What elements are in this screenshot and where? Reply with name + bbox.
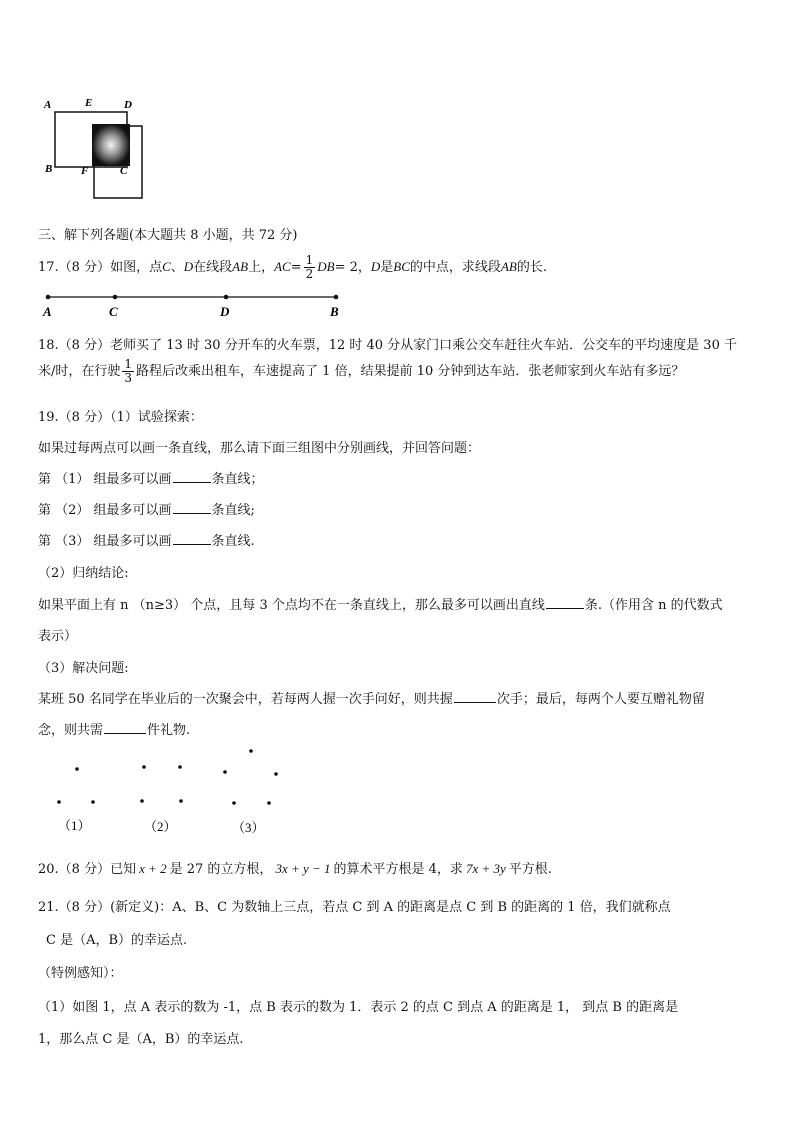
q17-D: D [183, 259, 194, 274]
q19-part3-line2 [38, 719, 190, 738]
q19-p3-pre: 某班 50 名同学在毕业后的一次聚会中，若每两人握一次手问好，则共握 [38, 692, 453, 707]
q17-AB: AB [232, 259, 249, 274]
q20-pre: 20.（8 分）已知 [38, 862, 137, 877]
question-17 [38, 252, 547, 283]
q19-group1 [38, 468, 264, 487]
q19-g1-blank [173, 470, 211, 483]
q19-p3-line2-pre: 念，则共需 [38, 723, 104, 738]
q18-line2-post: 路程后改乘出租车，车速提高了 1 倍，结果提前 10 分钟到达车站．张老师家到火车站有多远？ [136, 364, 685, 379]
label-B: B [45, 163, 53, 175]
q17-C: C [162, 259, 171, 274]
q18-line2-pre: 米/时，在行驶 [38, 364, 121, 379]
q21-line3: （特例感知）： [38, 966, 123, 981]
point-A [46, 295, 51, 300]
q19-line2: 如果过每两点可以画一条直线，那么请下面三组图中分别画线，并回答问题： [38, 441, 481, 456]
q20-mid1: 是 27 的立方根， [169, 862, 273, 877]
label-E: E [85, 97, 93, 109]
q19-part2-line2: 表示） [38, 629, 78, 644]
q19-g3-blank [173, 532, 211, 545]
q19-line1: 19.（8 分）（1）试验探索： [38, 410, 203, 425]
q19-g2-pre: 第 （2） 组最多可以画 [38, 503, 172, 518]
label-F: F [81, 165, 89, 177]
q20-expr3: 7x + 3y [465, 861, 506, 876]
q17-D2: D [370, 259, 381, 274]
label-C: C [120, 165, 128, 177]
q19-g3-post: 条直线. [211, 534, 255, 549]
section-heading: 三、解下列各题(本大题共 8 小题，共 72 分) [38, 228, 298, 243]
q20-expr2: 3x + y − 1 [275, 861, 331, 876]
dot-label-3: （3） [232, 820, 265, 835]
q21-line5: 1，那么点 C 是（A，B）的幸运点. [38, 1032, 244, 1047]
q17-mid3: 是 [380, 260, 394, 275]
q19-p3-line2-post: 件礼物. [147, 723, 191, 738]
dot-g3-2 [223, 770, 227, 774]
dot-g1-1 [75, 767, 79, 771]
dot-g1-3 [91, 800, 95, 804]
q17-suffix: 的长. [516, 260, 547, 275]
q17-eq: = [290, 260, 302, 275]
dot-g3-5 [267, 801, 271, 805]
question-20 [38, 858, 552, 877]
label-A: A [44, 99, 52, 111]
q19-g2-post: 条直线; [211, 503, 255, 518]
q19-p3-blank1 [454, 690, 496, 703]
q17-fraction [304, 254, 316, 281]
dot-label-1: （1） [58, 818, 91, 833]
q17-frac-den: 2 [305, 267, 314, 281]
q17-DB: DB [317, 259, 335, 274]
q19-p2-post: 条.（作用含 n 的代数式 [584, 598, 723, 613]
q18-frac-num: 1 [124, 357, 133, 371]
q18-line1: 18.（8 分）老师买了 13 时 30 分开车的火车票，12 时 40 分从家门口乘公交车赶往火车站．公交车的平均速度是 30 千 [38, 338, 737, 353]
dot-g2-1 [142, 765, 146, 769]
q17-AC: AC [274, 259, 291, 274]
dot-g2-2 [178, 765, 182, 769]
q19-g1-post: 条直线； [211, 472, 264, 487]
point-B [334, 295, 339, 300]
dot-g1-2 [57, 800, 61, 804]
q20-mid2: 的算术平方根是 4，求 [333, 862, 463, 877]
q19-group3 [38, 530, 255, 549]
q17-mid4: 的中点，求线段 [409, 260, 501, 275]
q20-post: 平方根. [508, 862, 552, 877]
dot-groups-figure [44, 742, 284, 838]
dot-g3-1 [249, 749, 253, 753]
q17-frac-num: 1 [305, 253, 314, 267]
point-C [113, 295, 118, 300]
q19-part3-heading: （3）解决问题: [38, 661, 129, 676]
point-D [224, 295, 229, 300]
seg-label-B: B [330, 304, 339, 319]
q18-frac-den: 3 [124, 371, 133, 385]
q20-expr1: x + 2 [139, 861, 167, 876]
q19-group2 [38, 499, 255, 518]
dot-g2-3 [140, 799, 144, 803]
seg-label-C: C [109, 304, 118, 319]
q19-g3-pre: 第 （3） 组最多可以画 [38, 534, 172, 549]
q18-fraction [122, 358, 134, 385]
q17-mid1: 在线段 [193, 260, 233, 275]
q21-line1: 21.（8 分）(新定义)：A、B、C 为数轴上三点，若点 C 到 A 的距离是点 C 到 B 的距离的 1 倍，我们就称点 [38, 900, 671, 915]
rectangle-fold-figure [40, 92, 155, 202]
q19-p2-pre: 如果平面上有 n （n≥3） 个点，且每 3 个点均不在一条直线上，那么最多可以画出直线 [38, 598, 545, 613]
seg-label-A: A [43, 304, 52, 319]
q17-AB2: AB [500, 259, 517, 274]
q17-eq2: = 2， [334, 260, 371, 275]
dot-g2-4 [179, 799, 183, 803]
overlap-shade [92, 124, 130, 166]
dot-label-2: （2） [144, 819, 177, 834]
q19-p2-blank [546, 596, 584, 609]
q17-mid2: 上， [248, 260, 275, 275]
q17-BC: BC [393, 259, 410, 274]
q19-p3-blank2 [104, 721, 146, 734]
q18-line2 [38, 356, 684, 388]
q19-g2-blank [173, 501, 211, 514]
q21-line2: C 是（A，B）的幸运点. [46, 933, 188, 948]
q17-prefix: 17.（8 分）如图，点 [38, 260, 163, 275]
dot-g3-3 [274, 772, 278, 776]
q19-part2-line1 [38, 594, 723, 613]
q19-part3-line1 [38, 688, 705, 707]
dot-g3-4 [232, 801, 236, 805]
q19-part2-heading: （2）归纳结论: [38, 566, 129, 581]
q19-p3-post: 次手；最后，每两个人要互赠礼物留 [496, 692, 705, 707]
seg-label-D: D [220, 304, 230, 319]
q17-sep1: 、 [170, 260, 184, 275]
q19-g1-pre: 第 （1） 组最多可以画 [38, 472, 172, 487]
label-D: D [124, 99, 132, 111]
q21-line4: （1）如图 1，点 A 表示的数为 -1，点 B 表示的数为 1．表示 2 的点 C 到点 A 的距离是 1， 到点 B 的距离是 [38, 1000, 679, 1015]
segment-figure [38, 288, 348, 320]
